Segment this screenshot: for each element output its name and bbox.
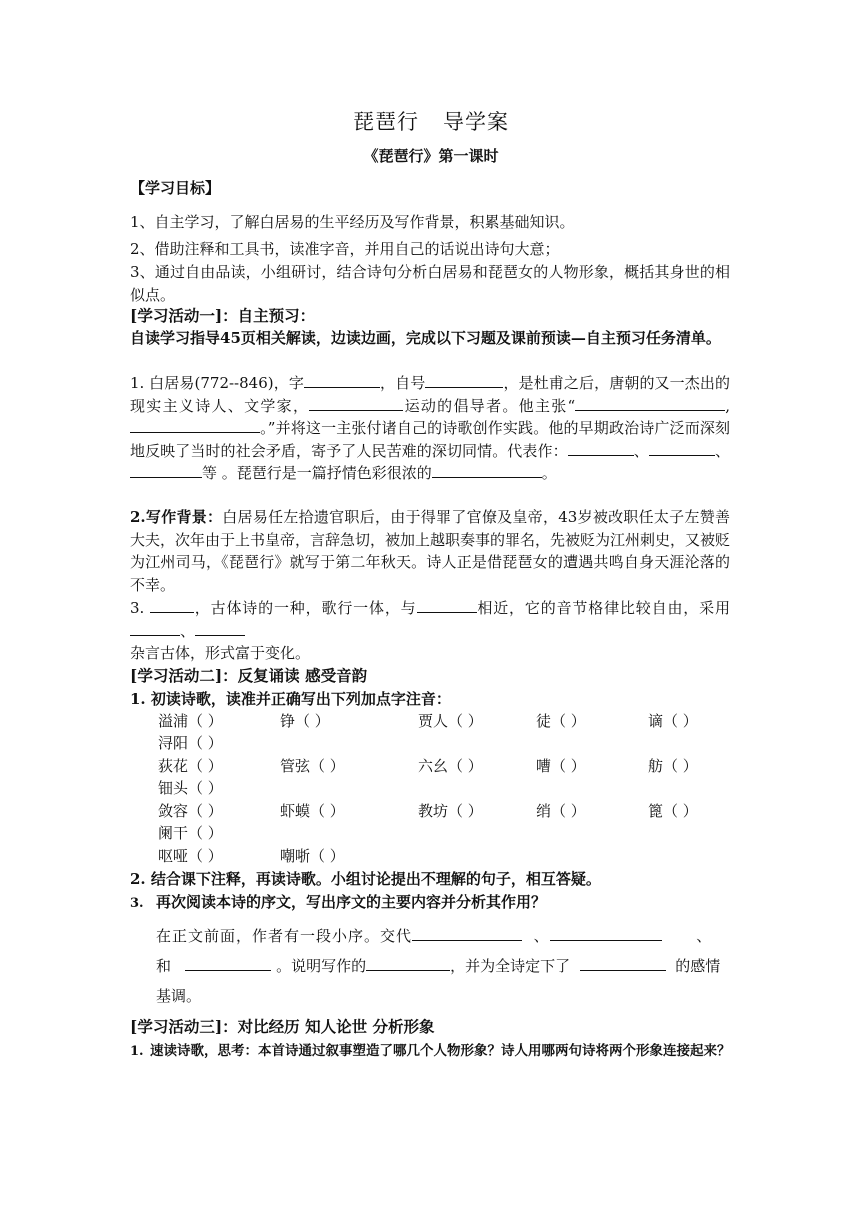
blank-field[interactable] <box>185 955 271 971</box>
pronunciation-row <box>158 845 345 867</box>
pron-item[interactable]: 阑干（ ） <box>158 824 223 842</box>
goal-item-3: 3、通过自由品读，小组研讨，结合诗句分析白居易和琵琶女的人物形象，概括其身世的相似点。 <box>130 263 730 304</box>
question-1-paragraph: 1. 白居易(772--846)，字 ，自号 ，是杜甫之后，唐朝的又一杰出的现实主义诗人、文学家， 运动的倡导者。他主张“ ,。”并将这一主张付诸自己的诗歌创作实践。他的早期政治诗广泛而深刻地反映了当时的社会矛盾，寄予了人民苦难的深切同情。代表作： 、 、等 。琵琶行是一篇抒情色彩很浓的 。 <box>130 374 730 482</box>
preface-fill-line-3: 基调。 <box>156 987 202 1005</box>
page-title <box>130 106 732 136</box>
blank-field[interactable] <box>575 395 725 411</box>
blank-field[interactable] <box>568 440 634 456</box>
pron-item[interactable]: 敛容（ ） <box>158 802 223 820</box>
blank-field[interactable] <box>412 925 522 941</box>
preface-fill-line-1: 在正文前面，作者有一段小序。交代 、 、 <box>156 927 713 945</box>
activity1-guide: 自读学习指导45页相关解读，边读边画，完成以下习题及课前预读—自主预习任务清单。 <box>130 329 721 347</box>
pron-item[interactable]: 管弦（ ） <box>280 757 345 775</box>
activity2-question-2: 2. 结合课下注释，再读诗歌。小组讨论提出不理解的句子，相互答疑。 <box>130 870 601 888</box>
pron-item[interactable]: 铮（ ） <box>280 712 330 730</box>
blank-field[interactable] <box>550 925 662 941</box>
pron-item[interactable]: 虾蟆（ ） <box>280 802 345 820</box>
activity1-heading: [学习活动一]：自主预习： <box>130 306 316 325</box>
blank-field[interactable] <box>309 395 403 411</box>
pron-item[interactable]: 浔阳（ ） <box>158 734 223 752</box>
question-3-paragraph: 3. ，古体诗的一种，歌行一体，与 相近，它的音节格律比较自由，采用、 杂言古体，形式富于变化。 <box>130 599 730 662</box>
page-subtitle: 《琵琶行》第一课时 <box>363 147 499 165</box>
activity3-question-1: 1. 速读诗歌，思考：本首诗通过叙事塑造了哪几个人物形象？诗人用哪两句诗将两个形象连接起来？ <box>130 1043 731 1059</box>
pronunciation-row <box>158 732 223 754</box>
pron-item[interactable]: 徒（ ） <box>536 712 586 730</box>
pron-item[interactable]: 贾人（ ） <box>418 712 483 730</box>
pron-item[interactable]: 舫（ ） <box>648 757 698 775</box>
pron-item[interactable]: 篦（ ） <box>648 802 698 820</box>
blank-field[interactable] <box>649 440 715 456</box>
blank-field[interactable] <box>417 597 477 613</box>
blank-field[interactable] <box>130 462 202 478</box>
activity2-question-1: 1. 初读诗歌，读准并正确写出下列加点字注音： <box>130 690 451 708</box>
pronunciation-row <box>158 822 223 844</box>
activity2-heading: [学习活动二]：反复诵读 感受音韵 <box>130 666 368 685</box>
title-part1: 琵琶行 <box>353 110 419 134</box>
blank-field[interactable] <box>432 462 542 478</box>
pron-item[interactable]: 嘲哳（ ） <box>280 847 345 865</box>
blank-field[interactable] <box>130 620 180 636</box>
pronunciation-row <box>158 777 223 799</box>
pron-item[interactable]: 教坊（ ） <box>418 802 483 820</box>
pron-item[interactable]: 绡（ ） <box>536 802 586 820</box>
question-2-background: 2.写作背景：白居易任左拾遗官职后，由于得罪了官僚及皇帝，43岁被改职任太子左赞善大夫，次年由于上书皇帝，言辞急切，被加上越职奏事的罪名，先被贬为江州刺史，又被贬为江州司马，《琵琶行》就写于第二年秋天。诗人正是借琵琶女的遭遇共鸣自身天涯沦落的不幸。 <box>130 508 731 594</box>
goal-item-1: 1、自主学习，了解白居易的生平经历及写作背景，积累基础知识。 <box>130 213 575 231</box>
pron-item[interactable]: 六幺（ ） <box>418 757 483 775</box>
pron-item[interactable]: 溢浦（ ） <box>158 712 223 730</box>
goal-item-2: 2、借助注释和工具书，读准字音，并用自己的话说出诗句大意； <box>130 240 560 258</box>
pron-item[interactable]: 钿头（ ） <box>158 779 223 797</box>
blank-field[interactable] <box>130 417 260 433</box>
blank-field[interactable] <box>304 372 380 388</box>
pronunciation-row <box>158 800 698 822</box>
pronunciation-row <box>158 755 698 777</box>
blank-field[interactable] <box>195 620 245 636</box>
pron-item[interactable]: 荻花（ ） <box>158 757 223 775</box>
pronunciation-row <box>158 710 698 732</box>
blank-field[interactable] <box>150 597 194 613</box>
activity3-heading: [学习活动三]：对比经历 知人论世 分析形象 <box>130 1017 435 1036</box>
blank-field[interactable] <box>425 372 503 388</box>
pron-item[interactable]: 呕哑（ ） <box>158 847 223 865</box>
title-part2: 导学案 <box>443 110 509 134</box>
pron-item[interactable]: 谪（ ） <box>648 712 698 730</box>
blank-field[interactable] <box>580 955 666 971</box>
activity2-question-3: 3. 再次阅读本诗的序文，写出序文的主要内容并分析其作用？ <box>130 893 547 911</box>
goals-heading: 【学习目标】 <box>130 179 221 197</box>
preface-fill-line-2: 和 。说明写作的 ，并为全诗定下了 的感情 <box>156 957 721 975</box>
blank-field[interactable] <box>366 955 450 971</box>
pron-item[interactable]: 嘈（ ） <box>536 757 586 775</box>
